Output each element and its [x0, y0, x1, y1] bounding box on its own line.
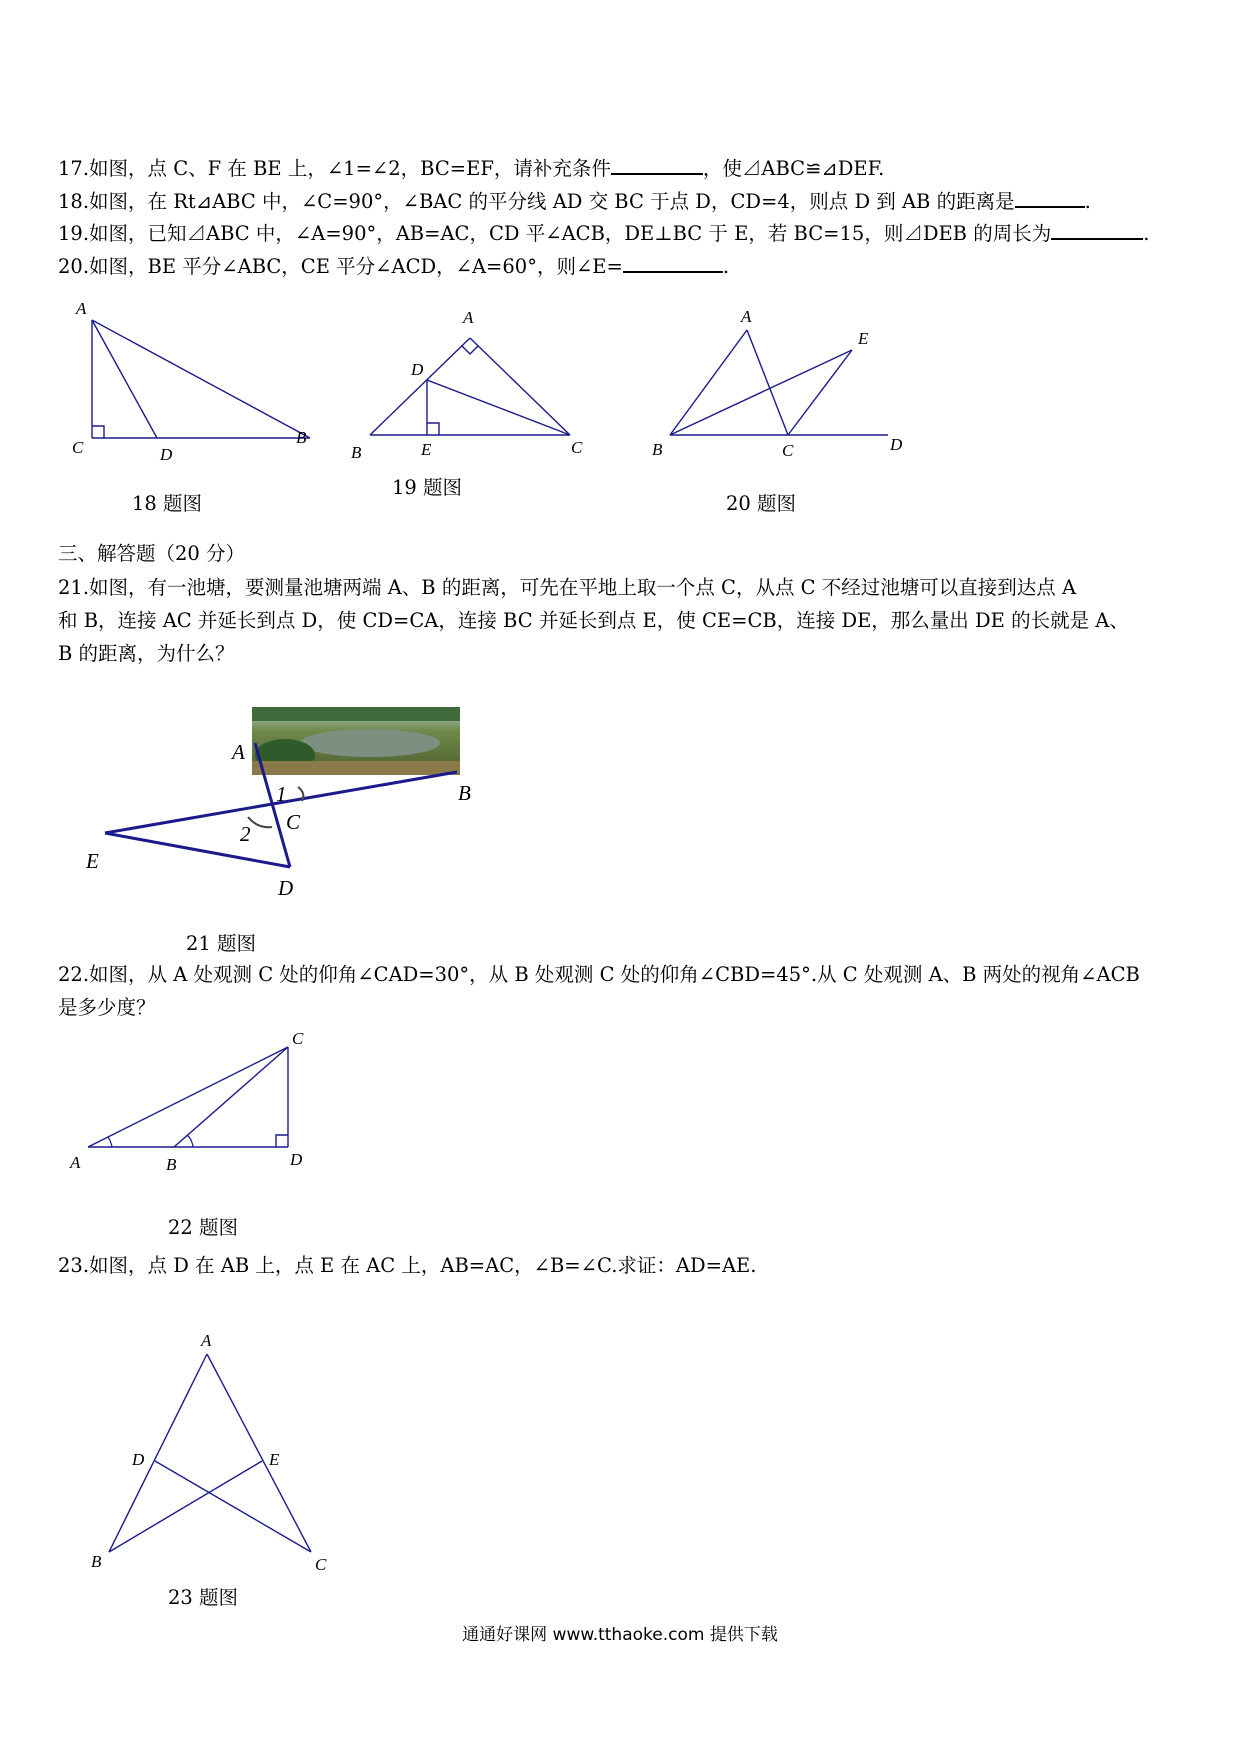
segment-ce: [788, 350, 852, 435]
label-b: B: [166, 1155, 177, 1174]
question-22-line-2: 是多少度？: [58, 996, 156, 1019]
figure-20: [640, 300, 930, 470]
q17-text-end: ，使⊿ABC≌⊿DEF.: [702, 157, 885, 180]
label-e: E: [86, 849, 99, 873]
label-b: B: [296, 428, 307, 447]
angle-a-arc: [108, 1137, 112, 1147]
label-d: D: [278, 876, 294, 900]
label-b: B: [91, 1552, 102, 1571]
answer-blank: [1015, 188, 1085, 208]
right-angle-mark-a: [462, 346, 478, 354]
segment-cd: [427, 380, 570, 435]
caption-21: 21 题图: [186, 932, 257, 955]
label-a: A: [76, 299, 87, 318]
question-19: [58, 220, 1188, 246]
figure-23: [75, 1320, 335, 1574]
question-21-line-2: 和 B，连接 AC 并延长到点 D，使 CD=CA，连接 BC 并延长到点 E，使 CE=CB，连接 DE，那么量出 DE 的长就是 A、: [58, 609, 1129, 632]
label-b: B: [652, 440, 663, 459]
segment-ac: [470, 338, 570, 435]
segment-ab: [670, 330, 747, 435]
caption-20: 20 题图: [726, 492, 797, 515]
segment-ab: [370, 338, 470, 435]
segment-bc: [174, 1047, 288, 1147]
pond-photo: [252, 707, 460, 775]
q19-text-end: .: [1143, 222, 1150, 245]
page-footer: 通通好课网 www.tthaoke.com 提供下载: [462, 1625, 778, 1645]
figure-22: [60, 1020, 350, 1180]
question-17: [58, 155, 1188, 181]
question-23: 23.如图，点 D 在 AB 上，点 E 在 AC 上，AB=AC，∠B=∠C.求证：AD=AE.: [58, 1254, 757, 1277]
label-a: A: [201, 1331, 212, 1350]
question-22-line-1: 22.如图，从 A 处观测 C 处的仰角∠CAD=30°，从 B 处观测 C 处的仰角∠CBD=45°.从 C 处观测 A、B 两处的视角∠ACB: [58, 963, 1140, 986]
question-21-line-3: B 的距离，为什么？: [58, 642, 235, 665]
label-d: D: [411, 360, 424, 379]
label-d: D: [160, 445, 173, 464]
segment-ed: [105, 833, 290, 867]
right-angle-mark: [92, 426, 104, 438]
label-c: C: [286, 810, 301, 834]
label-d: D: [890, 435, 903, 454]
label-a: A: [232, 740, 245, 764]
label-c: C: [292, 1029, 304, 1048]
label-d: D: [132, 1450, 145, 1469]
label-a: A: [741, 307, 752, 326]
segment-be: [670, 350, 852, 435]
question-18: [58, 188, 1188, 214]
figure-21: [80, 705, 500, 905]
label-b: B: [458, 781, 471, 805]
label-c: C: [72, 438, 84, 457]
label-d: D: [290, 1150, 303, 1169]
section-heading: 三、解答题（20 分）: [58, 542, 246, 565]
q17-text: 17.如图，点 C、F 在 BE 上，∠1=∠2，BC=EF，请补充条件: [58, 157, 611, 180]
q20-text-end: .: [722, 255, 730, 278]
caption-18: 18 题图: [132, 492, 203, 515]
label-a: A: [463, 308, 474, 327]
caption-22: 22 题图: [168, 1216, 239, 1239]
figure-19: [345, 305, 605, 465]
q18-text: 18.如图，在 Rt⊿ABC 中，∠C=90°，∠BAC 的平分线 AD 交 BC 于点 D，CD=4，则点 D 到 AB 的距离是: [58, 190, 1015, 213]
label-c: C: [782, 441, 794, 460]
q20-text: 20.如图，BE 平分∠ABC，CE 平分∠ACD，∠A=60°，则∠E=: [58, 255, 623, 278]
label-angle-1: 1: [276, 782, 287, 806]
label-c: C: [571, 438, 583, 457]
answer-blank: [611, 155, 703, 175]
q19-text: 19.如图，已知⊿ABC 中，∠A=90°，AB=AC，CD 平∠ACB，DE⊥BC 于 E，若 BC=15，则⊿DEB 的周长为: [58, 222, 1052, 245]
segment-ac: [88, 1047, 288, 1147]
label-e: E: [269, 1450, 280, 1469]
figure-18: [60, 290, 330, 464]
q18-text-end: .: [1084, 190, 1091, 213]
label-e: E: [421, 440, 432, 459]
label-c: C: [315, 1555, 327, 1574]
label-a: A: [70, 1153, 81, 1172]
caption-19: 19 题图: [392, 476, 463, 499]
caption-23: 23 题图: [168, 1586, 239, 1609]
angle-b-arc: [187, 1135, 193, 1147]
label-e: E: [858, 329, 869, 348]
label-angle-2: 2: [240, 822, 251, 846]
answer-blank: [1051, 220, 1143, 240]
label-b: B: [351, 443, 362, 462]
right-angle-mark-e: [427, 423, 439, 435]
question-21-line-1: 21.如图，有一池塘，要测量池塘两端 A、B 的距离，可先在平地上取一个点 C，从点 C 不经过池塘可以直接到达点 A: [58, 576, 1077, 599]
angle-2-arc: [248, 817, 272, 827]
question-20: [58, 253, 1188, 279]
answer-blank: [623, 253, 723, 273]
right-angle-mark: [276, 1135, 288, 1147]
